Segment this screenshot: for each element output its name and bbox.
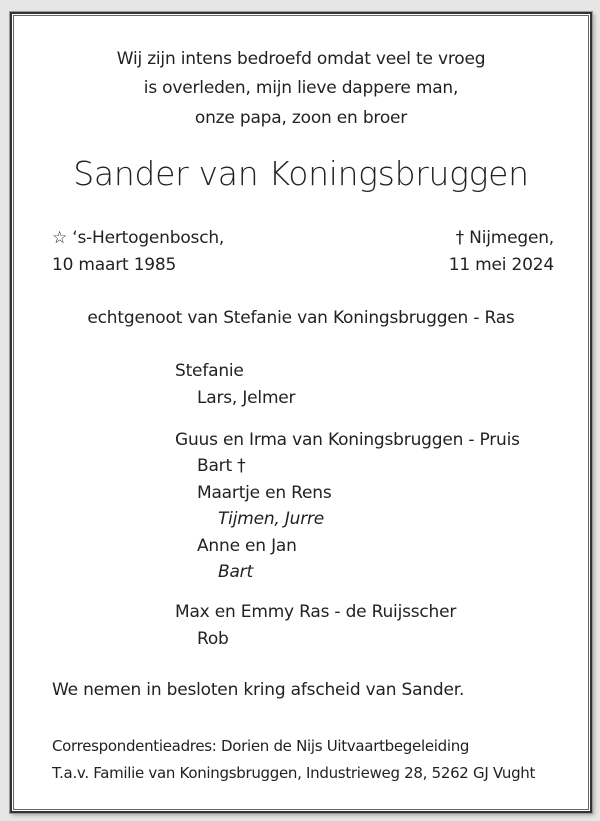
- intro-line: Wij zijn intens bedroefd omdat veel te vroeg: [116, 49, 486, 69]
- deceased-name: Sander van Koningsbruggen: [73, 154, 529, 193]
- intro-line: onze papa, zoon en broer: [194, 108, 408, 128]
- death-date: 11 mei 2024: [448, 255, 554, 275]
- birth-date: 10 maart 1985: [52, 255, 177, 275]
- family-member: Rob: [197, 629, 229, 649]
- family-member: Max en Emmy Ras - de Ruijsscher: [175, 602, 457, 622]
- family-member: Bart †: [197, 456, 246, 476]
- family-member: Stefanie: [175, 361, 244, 381]
- family-member: Bart: [218, 562, 253, 582]
- closing-line: We nemen in besloten kring afscheid van Sander.: [52, 680, 465, 700]
- correspondence-line: Correspondentieadres: Dorien de Nijs Uitvaartbegeleiding: [52, 737, 470, 755]
- correspondence-line: T.a.v. Familie van Koningsbruggen, Industrieweg 28, 5262 GJ Vught: [52, 764, 536, 782]
- birth-place: ☆ ‘s-Hertogenbosch,: [52, 228, 225, 248]
- intro-line: is overleden, mijn lieve dappere man,: [143, 78, 459, 98]
- family-member: Guus en Irma van Koningsbruggen - Pruis: [175, 430, 520, 450]
- death-place: † Nijmegen,: [455, 228, 554, 248]
- family-member: Anne en Jan: [197, 536, 297, 556]
- family-member: Maartje en Rens: [197, 483, 332, 503]
- family-member: Tijmen, Jurre: [218, 509, 325, 529]
- death-notice: [10, 12, 592, 813]
- spouse-line: echtgenoot van Stefanie van Koningsbruggen - Ras: [87, 308, 515, 328]
- family-member: Lars, Jelmer: [197, 388, 296, 408]
